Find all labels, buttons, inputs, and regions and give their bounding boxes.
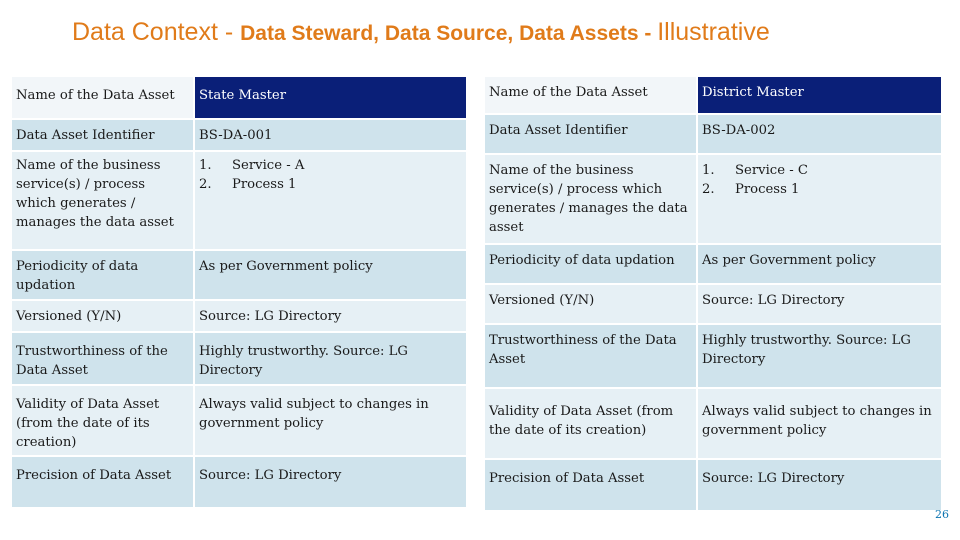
business-service-list [199, 156, 461, 194]
table-cell-value: Source: LG Directory [195, 301, 468, 333]
table-cell-label: Periodicity of data updation [485, 245, 698, 285]
table-cell-value: As per Government policy [698, 245, 943, 285]
title-part-main: Data Steward, Data Source, Data Assets - [240, 22, 658, 45]
table-cell-value: BS-DA-001 [195, 120, 468, 152]
table-cell-label: Precision of Data Asset [12, 457, 195, 509]
table-cell-label: Data Asset Identifier [485, 115, 698, 155]
list-item: 2. Process 1 [702, 182, 800, 197]
table-cell-label: Trustworthiness of the Data Asset [12, 333, 195, 386]
district-master-table [485, 77, 943, 512]
table-cell-label: Precision of Data Asset [485, 460, 698, 512]
list-item: 2. Process 1 [199, 177, 297, 192]
table-cell-value [195, 152, 468, 251]
table-cell-value: Source: LG Directory [698, 460, 943, 512]
table-cell-label: Data Asset Identifier [12, 120, 195, 152]
table-cell-value: Source: LG Directory [195, 457, 468, 509]
table-cell-value: State Master [195, 77, 468, 120]
title-part-illustrative: Illustrative [657, 18, 770, 46]
table-cell-value: BS-DA-002 [698, 115, 943, 155]
business-service-list [702, 161, 936, 199]
slide-title [72, 18, 952, 47]
table-cell-value: Always valid subject to changes in government policy [698, 389, 943, 460]
state-master-table [12, 77, 468, 509]
table-cell-label: Name of the business service(s) / process which generates / manages the data asset [485, 155, 698, 245]
table-cell-label: Periodicity of data updation [12, 251, 195, 301]
title-part-context: Data Context - [72, 18, 241, 46]
table-cell-label: Trustworthiness of the Data Asset [485, 325, 698, 389]
table-cell-label: Name of the Data Asset [12, 77, 195, 120]
table-cell-label: Name of the business service(s) / process which generates / manages the data asset [12, 152, 195, 251]
table-cell-label: Versioned (Y/N) [485, 285, 698, 325]
table-cell-value: As per Government policy [195, 251, 468, 301]
table-cell-value [698, 155, 943, 245]
table-cell-value: Highly trustworthy. Source: LG Directory [698, 325, 943, 389]
table-cell-label: Versioned (Y/N) [12, 301, 195, 333]
table-cell-label: Validity of Data Asset (from the date of its creation) [12, 386, 195, 457]
list-item: 1. Service - C [702, 163, 808, 178]
table-cell-value: Always valid subject to changes in government policy [195, 386, 468, 457]
table-cell-value: Source: LG Directory [698, 285, 943, 325]
page-number: 26 [935, 508, 949, 521]
list-item: 1. Service - A [199, 158, 305, 173]
table-cell-label: Validity of Data Asset (from the date of its creation) [485, 389, 698, 460]
table-cell-label: Name of the Data Asset [485, 77, 698, 115]
table-cell-value: Highly trustworthy. Source: LG Directory [195, 333, 468, 386]
table-cell-value: District Master [698, 77, 943, 115]
